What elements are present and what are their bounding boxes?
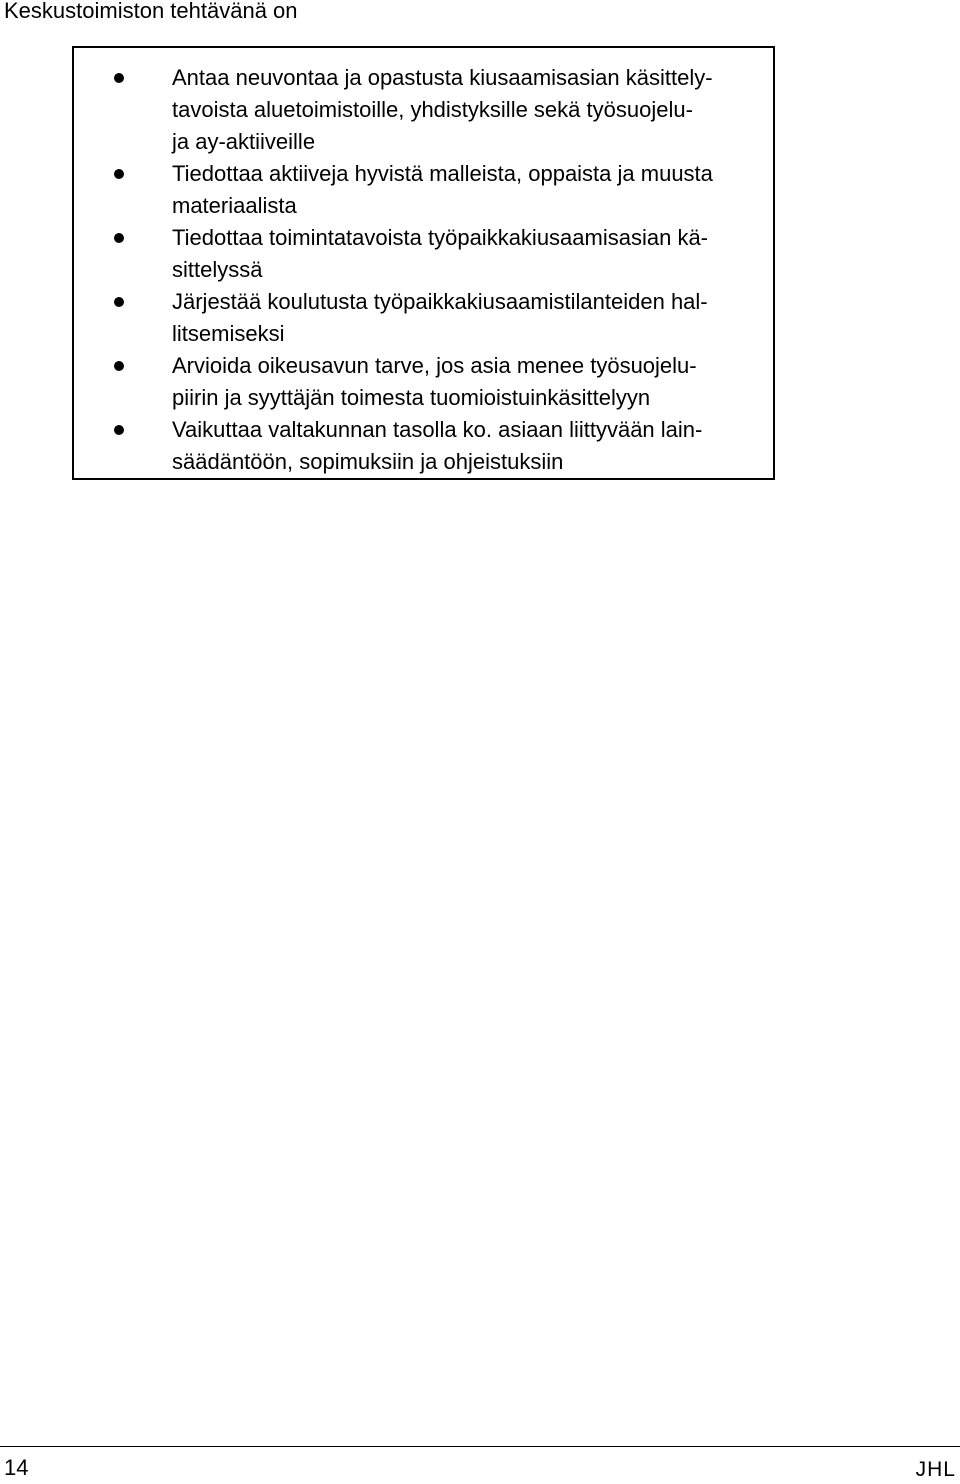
page-number: 14 <box>4 1455 29 1480</box>
list-item-line: sittelyssä <box>172 257 263 282</box>
footer-brand: JHL <box>915 1458 956 1481</box>
list-item-line: Vaikuttaa valtakunnan tasolla ko. asiaan liittyvään lain- <box>172 417 703 442</box>
tasks-list <box>74 62 773 478</box>
bullet-icon <box>114 73 124 83</box>
section-heading: Keskustoimiston tehtävänä on <box>4 0 298 23</box>
list-item <box>74 350 773 414</box>
list-item-line: piirin ja syyttäjän toimesta tuomioistuinkäsittelyyn <box>172 385 651 410</box>
bullet-icon <box>114 297 124 307</box>
tasks-box <box>72 46 775 480</box>
list-item-line: Tiedottaa aktiiveja hyvistä malleista, oppaista ja muusta <box>172 161 713 186</box>
bullet-icon <box>114 233 124 243</box>
bullet-icon <box>114 361 124 371</box>
bullet-icon <box>114 425 124 435</box>
list-item-line: litsemiseksi <box>172 321 285 346</box>
list-item-line: Arvioida oikeusavun tarve, jos asia menee työsuojelu- <box>172 353 697 378</box>
list-item-line: Tiedottaa toimintatavoista työpaikkakiusaamisasian kä- <box>172 225 709 250</box>
list-item-line: materiaalista <box>172 193 297 218</box>
list-item <box>74 222 773 286</box>
list-item-line: tavoista aluetoimistoille, yhdistyksille sekä työsuojelu- <box>172 97 693 122</box>
list-item-line: Järjestää koulutusta työpaikkakiusaamistilanteiden hal- <box>172 289 708 314</box>
list-item-line: ja ay-aktiiveille <box>172 129 316 154</box>
list-item-line: Antaa neuvontaa ja opastusta kiusaamisasian käsittely- <box>172 65 713 90</box>
list-item <box>74 62 773 158</box>
list-item <box>74 286 773 350</box>
bullet-icon <box>114 169 124 179</box>
list-item <box>74 414 773 478</box>
list-item-line: säädäntöön, sopimuksiin ja ohjeistuksiin <box>172 449 564 474</box>
footer-divider <box>0 1446 960 1447</box>
list-item <box>74 158 773 222</box>
